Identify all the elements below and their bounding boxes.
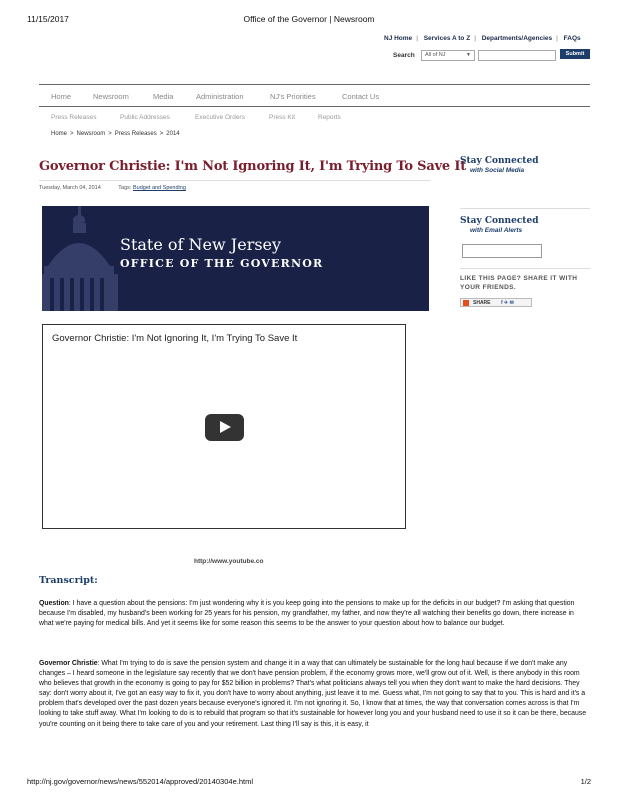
page-number: 1/2 [580,777,591,786]
share-prompt: LIKE THIS PAGE? SHARE IT WITH YOUR FRIENDS. [460,275,578,291]
subnav-public-addresses[interactable]: Public Addresses [120,114,170,121]
share-button[interactable] [460,298,532,307]
print-footer [27,777,591,786]
search-bar [393,49,618,63]
util-link-services[interactable]: Services A to Z [423,35,471,42]
divider [39,180,430,181]
share-label: SHARE [473,300,491,306]
banner-line-1: State of New Jersey [120,235,282,254]
governor-banner [42,206,429,311]
nav-administration[interactable]: Administration [196,92,244,101]
breadcrumb-press-releases[interactable]: Press Releases [114,131,157,137]
answer-text: : What I'm trying to do is save the pension system and change it in a way that can ultimately be sustainable for the long haul because if we don't make any changes – I heard someone in the legislature say recently that we don't have pension problem, if the economy grows more, we'll grow out of it. Well, is there anybody in this room who believes that growth in the economy is going to pay for $52 billion in problems? That's what politicians always tell you when they don't want to make the hard decisions. They say: don't worry about it, I've got an easy way to fix it, you don't have to worry about anything, just leave it to me. Guess what, I'm not going to say that to you. This is hard and it's a problem that's developed over the past dozen years because everyone's ignored it. I'm not ignoring it. So, I know that at times, the way that conversation comes across is that I'm looking to take stuff away. What I'm looking to do is to rebuild that program so that it's sustainable for however long you and your husband need to use it so it can be there, because you're counting on it being there to take care of you and your retirement. Last thing I'll say is this, it is easy, it [39,660,587,728]
nav-priorities[interactable]: NJ's Priorities [270,92,316,101]
breadcrumb-newsroom[interactable]: Newsroom [76,131,106,137]
chevron-down-icon: ▼ [466,52,471,58]
nav-media[interactable]: Media [153,92,174,101]
divider [460,208,590,209]
video-embed[interactable] [42,324,406,529]
breadcrumb-home[interactable]: Home [51,131,68,137]
util-link-faqs[interactable]: FAQs [563,35,581,42]
divider [460,268,590,269]
email-field[interactable] [462,244,542,258]
social-subheading: with Social Media [470,167,525,174]
question-text: : I have a question about the pensions: I'm just wondering why it is you keep going into the pensions to make up for the deficits in our budget? I'm asking that question because I'm disabled, my husband's been working for 25 years for his pension, my grandfather, my father, and now they're all watching their benefits go down, there increase in what we're paying for medical bills. And yet it seems like for some reason this seems to be the answer to your question about how to balance our budget. [39,600,575,628]
search-input[interactable] [478,50,556,61]
video-link[interactable]: http://www.youtube.co [194,558,264,565]
share-icon [463,300,469,306]
social-icons: f ✈ ✉ [501,300,514,306]
email-heading: Stay Connected [460,216,539,226]
breadcrumb-year[interactable]: 2014 [166,131,180,137]
print-page-title: Office of the Governor | Newsroom [243,14,375,24]
transcript-answer [39,659,587,730]
util-link-nj-home[interactable]: NJ Home [384,35,413,42]
article-date: Tuesday, March 04, 2014 [39,185,101,191]
article-meta [39,185,186,191]
speaker-label: Question [39,600,69,607]
nav-contact[interactable]: Contact Us [342,92,380,101]
util-link-departments[interactable]: Departments/Agencies [481,35,553,42]
nav-home[interactable]: Home [51,92,72,101]
subnav-press-releases[interactable]: Press Releases [51,114,97,121]
play-icon[interactable] [205,414,244,441]
nav-newsroom[interactable]: Newsroom [93,92,129,101]
tag-link[interactable]: Budget and Spending [132,185,186,191]
email-subheading: with Email Alerts [470,227,523,234]
search-scope-value: All of NJ [425,52,446,58]
search-submit-button[interactable]: Submit [560,49,590,59]
social-heading: Stay Connected [460,156,539,166]
tags-label: Tags: [118,185,132,191]
transcript-heading: Transcript: [39,575,98,586]
subnav-reports[interactable]: Reports [318,114,341,121]
transcript-question [39,599,587,629]
video-title: Governor Christie: I'm Not Ignoring It, I'm Trying To Save It [52,333,298,344]
subnav-press-kit[interactable]: Press Kit [269,114,296,121]
subnav-executive-orders[interactable]: Executive Orders [195,114,245,121]
speaker-label: Governor Christie [39,660,98,667]
banner-line-2: OFFICE OF THE GOVERNOR [120,257,324,270]
print-url: http://nj.gov/governor/news/news/552014/approved/20140304e.html [27,777,253,786]
main-nav [39,84,590,107]
page-title: Governor Christie: I'm Not Ignoring It, I'm Trying To Save It [39,159,467,174]
breadcrumb: Home > Newsroom > Press Releases > 2014 [51,131,180,137]
search-scope-select[interactable] [421,50,475,61]
print-date: 11/15/2017 [27,14,69,24]
search-label: Search [393,52,415,59]
utility-nav: NJ Home | Services A to Z | Departments/Agencies | FAQs [384,35,581,42]
